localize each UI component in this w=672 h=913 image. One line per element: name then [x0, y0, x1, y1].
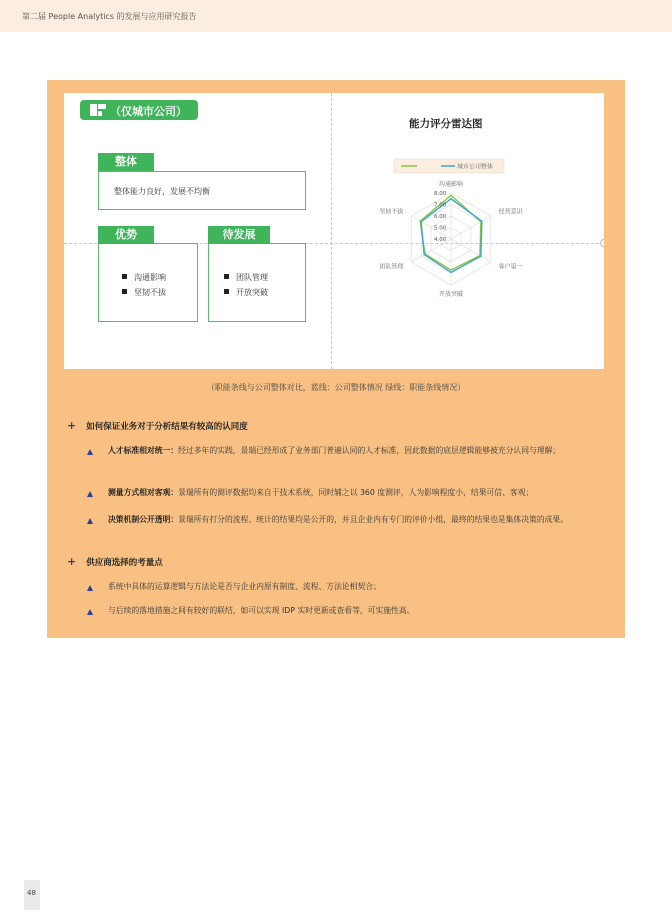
chart-caption: （职能条线与公司整体对比，蓝线：公司整体情况 绿线：职能条线情况）	[206, 383, 466, 392]
radar-axis-label: 开放突破	[438, 291, 464, 298]
radar-tick-label: 5.00	[434, 225, 447, 232]
triangle-bullet-icon	[87, 449, 93, 455]
radar-tick-label: 7.00	[434, 202, 447, 209]
develop-tag: 待发展	[208, 226, 270, 244]
radar-axis-label: 坚韧不拔	[379, 208, 404, 216]
chart-title: 能力评分雷达图	[409, 118, 483, 130]
radar-chart	[364, 155, 539, 315]
section-title: + 如何保证业务对于分析结果有较高的认同度	[67, 419, 248, 432]
develop-item: 团队管理	[224, 272, 268, 283]
grid-logo-icon	[90, 104, 106, 116]
case-panel: （仅城市公司） 整体 整体能力良好，发展不均衡 优势 沟通影响 坚韧不拔 待发展 团队管理 开放突破 能力评分雷达图 城市公司整体 8.00 7.00 6.00 5.00 4.00 沟通影响 经营意识 客户第一 开放突破 团队管理 坚韧不拔 （职能条线与公司整体对比，蓝线：公司整体情况 绿线：职能条线情况） + 如何保证业务对于分析结果有较高的认同度 人才标准相对统一：经过多年的实践，景瑞已经形成了业务部门普遍认同的人才标准，因此数据的底层逻辑能够被充分认同与理解； 测量方式相对客观：景瑞所有的测评数据均来自于技术系统，同时辅之以 360 度测评，人为影响程度小，结果可信、客观； 决策机制公开透明：景瑞所有打分的流程、统计的结果均是公开的，并且企业内有专门的评价小组，最终的结果也是集体决策的成果。 + 供应商选择的考量点 系统中具体的运算逻辑与方法论是否与企业内原有制度、流程、方法论相契合； 与后续的落地措施之间有较好的联结，如可以实现 IDP 实时更新或查看等，可实施性高。	[47, 80, 625, 638]
overall-tag: 整体	[98, 153, 154, 171]
radar-axis-label: 客户第一	[498, 263, 523, 271]
strengths-tag: 优势	[98, 226, 154, 244]
section-title: + 供应商选择的考量点	[67, 555, 163, 568]
vertical-divider	[331, 93, 332, 369]
triangle-bullet-icon	[87, 585, 93, 591]
radar-series-line-0	[420, 195, 481, 270]
develop-item: 开放突破	[224, 287, 268, 298]
triangle-bullet-icon	[87, 518, 93, 524]
radar-axis-label: 团队管理	[379, 263, 404, 271]
plus-icon: +	[67, 555, 77, 568]
strength-item: 沟通影响	[122, 272, 166, 283]
radar-tick-label: 8.00	[434, 191, 447, 197]
page-header	[0, 0, 672, 32]
report-title: 第二届 People Analytics 的发展与应用研究报告	[22, 12, 197, 21]
scope-title-pill	[80, 100, 198, 120]
radar-tick-label: 4.00	[434, 237, 447, 243]
summary-card	[64, 93, 604, 369]
plus-icon: +	[67, 419, 77, 432]
strength-item: 坚韧不拔	[122, 287, 166, 298]
radar-axis-label: 沟通影响	[438, 181, 464, 188]
radar-tick-label: 6.00	[434, 214, 447, 220]
overall-text: 整体能力良好，发展不均衡	[114, 187, 210, 196]
page-number: 48	[27, 889, 36, 897]
radar-axis-label: 经营意识	[498, 208, 523, 216]
legend-label-1: 城市公司整体	[457, 163, 494, 171]
triangle-bullet-icon	[87, 491, 93, 497]
scope-title: （仅城市公司）	[110, 105, 187, 118]
triangle-bullet-icon	[87, 609, 93, 615]
divider-end-marker	[600, 239, 604, 247]
